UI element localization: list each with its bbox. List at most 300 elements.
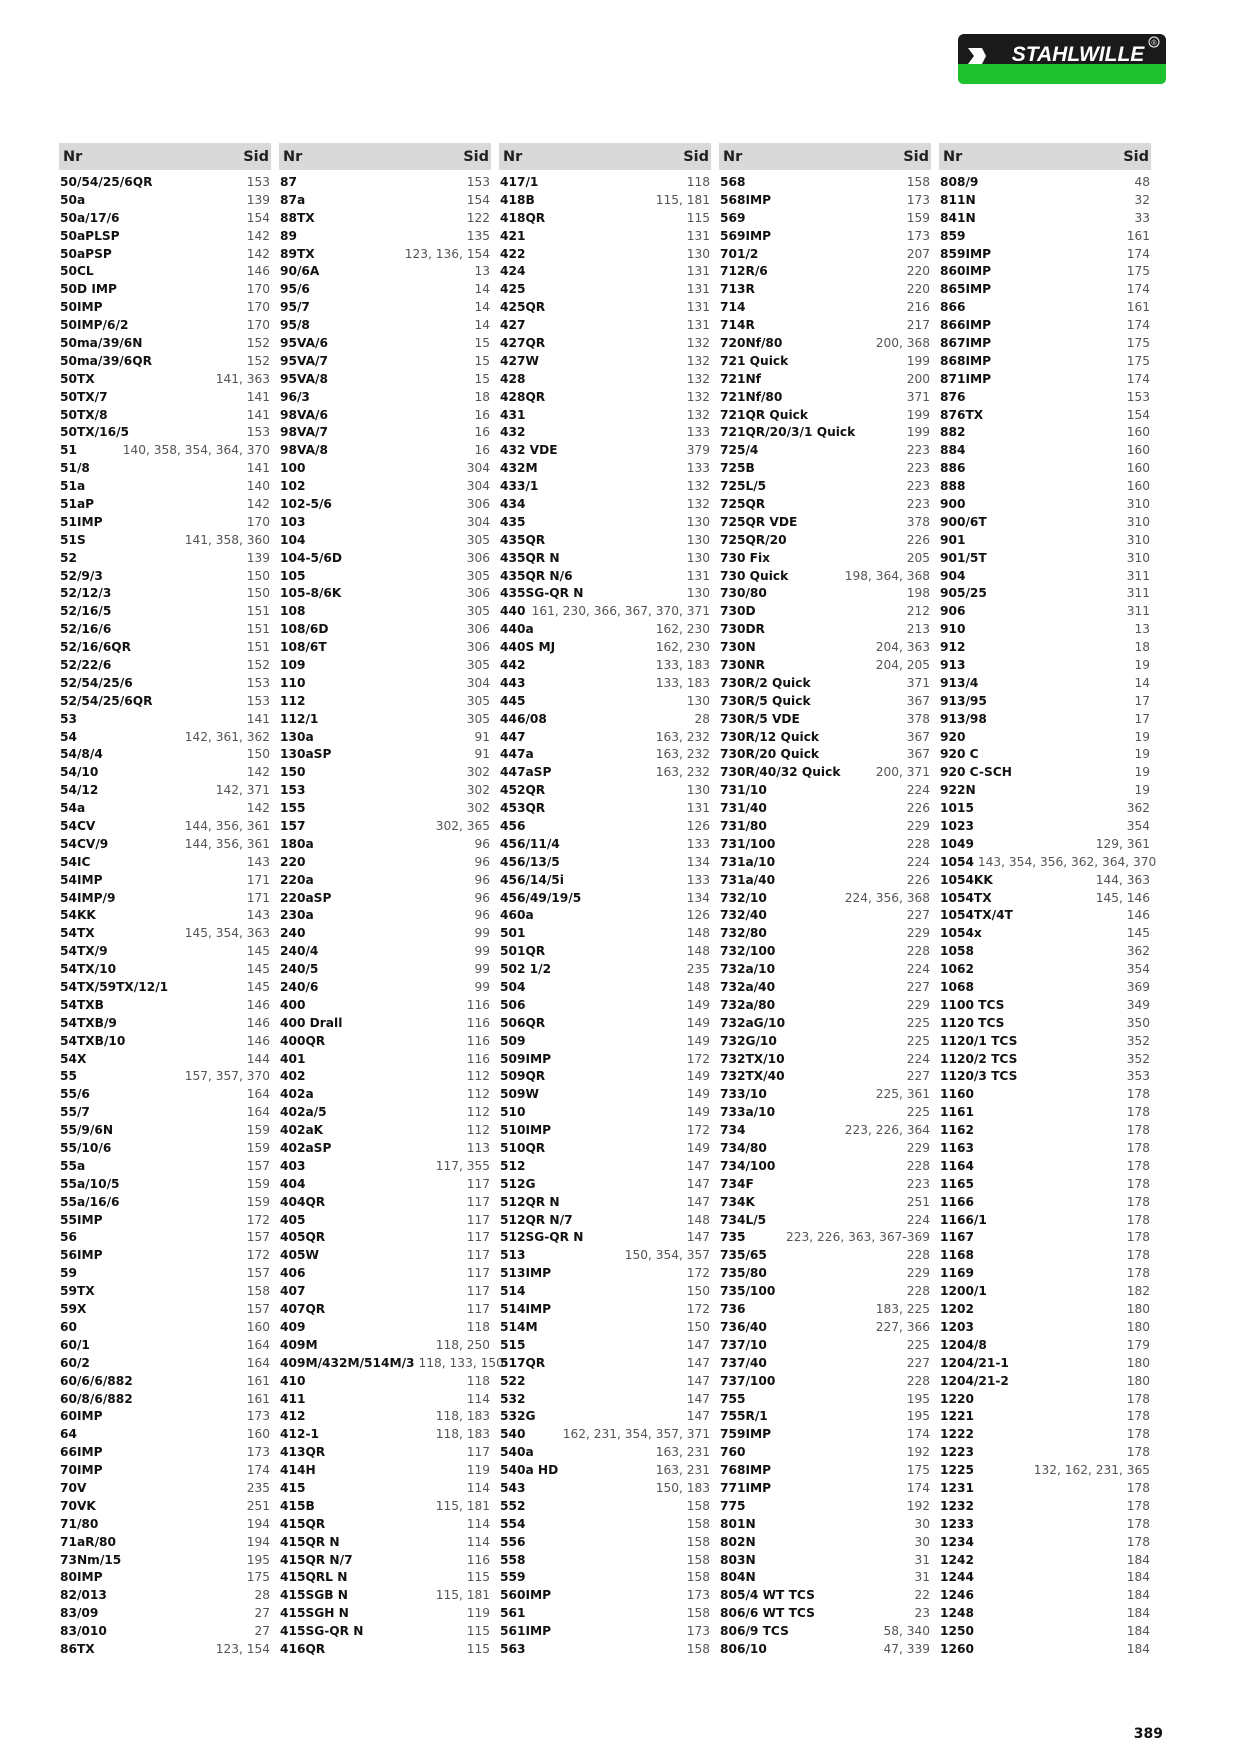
page-reference: 224, 356, 368 [844, 890, 930, 905]
item-number: 721Nf [720, 371, 761, 386]
page-reference: 133, 183 [655, 675, 710, 690]
page-reference: 200, 368 [875, 335, 930, 350]
page-reference: 226 [906, 532, 930, 547]
table-row [499, 1264, 711, 1282]
table-row [939, 459, 1151, 477]
table-row [939, 853, 1157, 871]
table-row [939, 889, 1151, 907]
table-row [499, 406, 711, 424]
item-number: 54CV/9 [60, 836, 109, 851]
page-reference: 153 [246, 174, 270, 189]
page-reference: 223 [906, 1176, 930, 1191]
table-row [499, 567, 711, 585]
item-number: 1161 [940, 1105, 974, 1120]
page-reference: 18 [1134, 640, 1150, 655]
table-row [59, 495, 271, 513]
item-number: 153 [280, 783, 306, 798]
table-row [59, 513, 271, 531]
page-reference: 160 [1126, 461, 1150, 476]
page-reference: 305 [466, 604, 490, 619]
page-reference: 134 [686, 890, 710, 905]
item-number: 1222 [940, 1427, 974, 1442]
page-reference: 96 [474, 872, 490, 887]
page-reference: 113 [466, 1141, 490, 1156]
item-number: 240/6 [280, 980, 319, 995]
page-reference: 224 [906, 854, 930, 869]
page-reference: 118, 183 [435, 1409, 490, 1424]
item-number: 734L/5 [720, 1212, 767, 1227]
header-sid: Sid [243, 148, 269, 165]
table-row [59, 763, 271, 781]
table-row [279, 1551, 491, 1569]
table-row [59, 1175, 271, 1193]
item-number: 532 [500, 1391, 526, 1406]
table-row [719, 1372, 931, 1390]
table-row [939, 1336, 1151, 1354]
item-number: 1100 TCS [940, 997, 1005, 1012]
page-reference: 148 [686, 1212, 710, 1227]
item-number: 510 [500, 1105, 526, 1120]
table-row [939, 1068, 1151, 1086]
item-number: 1015 [940, 801, 974, 816]
table-row [499, 209, 711, 227]
item-number: 414H [280, 1463, 316, 1478]
page-reference: 149 [686, 997, 710, 1012]
item-number: 1204/21-1 [940, 1355, 1009, 1370]
page-reference: 130 [686, 783, 710, 798]
table-row [719, 1032, 931, 1050]
table-row [59, 1300, 271, 1318]
page-reference: 228 [906, 1158, 930, 1173]
table-row [499, 1372, 711, 1390]
page-reference: 96 [474, 908, 490, 923]
table-row [719, 567, 931, 585]
item-number: 1068 [940, 980, 974, 995]
item-number: 900/6T [940, 514, 987, 529]
item-number: 88TX [280, 210, 315, 225]
page-reference: 118, 250 [435, 1337, 490, 1352]
item-number: 50aPLSP [60, 228, 120, 243]
item-number: 568 [720, 174, 746, 189]
item-number: 54/10 [60, 765, 99, 780]
item-number: 510QR [500, 1141, 546, 1156]
item-number: 424 [500, 264, 526, 279]
item-number: 409 [280, 1319, 306, 1334]
item-number: 737/100 [720, 1373, 776, 1388]
header-sid: Sid [683, 148, 709, 165]
table-row [939, 477, 1151, 495]
table-row [59, 1068, 271, 1086]
page-reference: 173 [686, 1624, 710, 1639]
item-number: 733/10 [720, 1087, 767, 1102]
table-row [719, 1282, 931, 1300]
table-row [939, 370, 1151, 388]
table-row [939, 262, 1151, 280]
table-row [939, 1390, 1151, 1408]
table-row [279, 1157, 491, 1175]
table-row [279, 960, 491, 978]
page-reference: 15 [474, 353, 490, 368]
page-reference: 306 [466, 496, 490, 511]
item-number: 90/6A [280, 264, 320, 279]
table-row [279, 334, 491, 352]
page-reference: 149 [686, 1087, 710, 1102]
item-number: 732a/40 [720, 980, 776, 995]
table-row [59, 799, 271, 817]
page-reference: 14 [474, 282, 490, 297]
table-row [59, 1586, 271, 1604]
page-reference: 148 [686, 926, 710, 941]
table-row [59, 370, 271, 388]
table-row [279, 781, 491, 799]
item-number: 1242 [940, 1552, 974, 1567]
item-number: 70VK [60, 1498, 96, 1513]
table-row [59, 549, 271, 567]
table-row [59, 441, 271, 459]
table-row [279, 1068, 491, 1086]
table-row [59, 1085, 271, 1103]
item-number: 1225 [940, 1463, 974, 1478]
table-row [59, 316, 271, 334]
table-row [279, 1515, 491, 1533]
table-row [719, 1640, 931, 1658]
item-number: 512SG-QR N [500, 1230, 584, 1245]
page-reference: 153 [246, 675, 270, 690]
table-row [939, 1586, 1151, 1604]
item-number: 731/10 [720, 783, 767, 798]
page-reference: 225 [906, 1337, 930, 1352]
item-number: 59 [60, 1266, 77, 1281]
page-reference: 306 [466, 640, 490, 655]
item-number: 105-8/6K [280, 586, 342, 601]
table-row [59, 245, 271, 263]
table-row [279, 1336, 491, 1354]
page-reference: 27 [254, 1606, 270, 1621]
table-row [939, 907, 1151, 925]
item-number: 83/09 [60, 1606, 99, 1621]
table-row [59, 1640, 271, 1658]
header-nr: Nr [723, 148, 743, 165]
item-number: 806/10 [720, 1641, 767, 1656]
table-row [499, 746, 711, 764]
page-reference: 147 [686, 1373, 710, 1388]
page-reference: 369 [1126, 980, 1150, 995]
table-row [719, 584, 931, 602]
item-number: 1260 [940, 1641, 974, 1656]
table-row [279, 1443, 491, 1461]
item-number: 1054x [940, 926, 982, 941]
item-number: 768IMP [720, 1463, 772, 1478]
table-row [59, 728, 271, 746]
table-row [499, 1390, 711, 1408]
page-reference: 225 [906, 1015, 930, 1030]
item-number: 1250 [940, 1624, 974, 1639]
item-number: 501 [500, 926, 526, 941]
item-number: 725B [720, 461, 755, 476]
item-number: 55/6 [60, 1087, 90, 1102]
page-reference: 172 [686, 1051, 710, 1066]
item-number: 415QR N/7 [280, 1552, 353, 1567]
item-number: 50/54/25/6QR [60, 174, 153, 189]
page-reference: 173 [906, 228, 930, 243]
table-row [939, 960, 1151, 978]
page-reference: 302 [466, 783, 490, 798]
table-row [719, 262, 931, 280]
item-number: 400 [280, 997, 306, 1012]
page-reference: 160 [1126, 479, 1150, 494]
table-row [279, 1103, 491, 1121]
page-reference: 99 [474, 980, 490, 995]
item-number: 96/3 [280, 389, 310, 404]
page-reference: 162, 230 [655, 640, 710, 655]
page-reference: 112 [466, 1087, 490, 1102]
page-reference: 150, 183 [655, 1480, 710, 1495]
item-number: 51/8 [60, 461, 90, 476]
page-reference: 350 [1126, 1015, 1150, 1030]
table-row [499, 763, 711, 781]
item-number: 50a [60, 192, 86, 207]
item-number: 71aR/80 [60, 1534, 116, 1549]
page-reference: 141 [246, 461, 270, 476]
page-reference: 180 [1126, 1373, 1150, 1388]
table-row [939, 1515, 1151, 1533]
item-number: 95/6 [280, 282, 310, 297]
table-row [279, 1407, 491, 1425]
item-number: 1162 [940, 1123, 974, 1138]
table-row [279, 978, 491, 996]
item-number: 52/16/6QR [60, 640, 132, 655]
item-number: 1054TX/4T [940, 908, 1013, 923]
table-row [719, 924, 931, 942]
page-reference: 115, 181 [435, 1498, 490, 1513]
item-number: 532G [500, 1409, 536, 1424]
table-row [279, 1050, 491, 1068]
table-row [719, 1014, 931, 1032]
item-number: 447aSP [500, 765, 552, 780]
item-number: 105 [280, 568, 306, 583]
page-reference: 159 [246, 1194, 270, 1209]
page-reference: 145 [246, 944, 270, 959]
table-row [499, 370, 711, 388]
table-row [719, 227, 931, 245]
table-row [279, 620, 491, 638]
item-number: 60/1 [60, 1337, 90, 1352]
table-row [59, 996, 271, 1014]
item-number: 868IMP [940, 353, 992, 368]
item-number: 509QR [500, 1069, 546, 1084]
page-reference: 133, 183 [655, 657, 710, 672]
item-number: 725QR [720, 496, 766, 511]
page-reference: 114 [466, 1391, 490, 1406]
page-reference: 141 [246, 389, 270, 404]
item-number: 906 [940, 604, 966, 619]
table-row [279, 370, 491, 388]
item-number: 456/11/4 [500, 836, 560, 851]
table-row [59, 1139, 271, 1157]
table-row [59, 978, 271, 996]
page-reference: 28 [254, 1588, 270, 1603]
item-number: 52 [60, 550, 77, 565]
item-number: 725L/5 [720, 479, 767, 494]
table-row [719, 1443, 931, 1461]
page-reference: 204, 205 [875, 657, 930, 672]
item-number: 732/100 [720, 944, 776, 959]
page-reference: 112 [466, 1105, 490, 1120]
item-number: 60/6/6/882 [60, 1373, 133, 1388]
table-row [499, 1354, 711, 1372]
table-row [59, 638, 271, 656]
page-reference: 158 [686, 1641, 710, 1656]
page-reference: 142 [246, 496, 270, 511]
table-row [939, 334, 1151, 352]
item-number: 866 [940, 300, 966, 315]
item-number: 554 [500, 1516, 526, 1531]
table-row [939, 602, 1151, 620]
page-reference: 371 [906, 675, 930, 690]
page-reference: 150 [246, 747, 270, 762]
table-row [279, 1032, 491, 1050]
item-number: 734K [720, 1194, 755, 1209]
item-number: 910 [940, 622, 966, 637]
item-number: 108/6D [280, 622, 329, 637]
item-number: 1169 [940, 1266, 974, 1281]
item-number: 54TX [60, 926, 95, 941]
table-row [719, 1229, 931, 1247]
item-number: 501QR [500, 944, 546, 959]
page-reference: 158 [686, 1534, 710, 1549]
page-reference: 349 [1126, 997, 1150, 1012]
item-number: 415SG-QR N [280, 1624, 364, 1639]
item-number: 412-1 [280, 1427, 319, 1442]
item-number: 913/95 [940, 693, 987, 708]
item-number: 89 [280, 228, 297, 243]
table-row [499, 1318, 711, 1336]
page-reference: 170 [246, 514, 270, 529]
column-header [59, 143, 271, 170]
table-row [939, 209, 1151, 227]
page-reference: 146 [246, 1015, 270, 1030]
item-number: 730R/5 VDE [720, 711, 800, 726]
page-reference: 131 [686, 318, 710, 333]
page-reference: 150 [686, 1284, 710, 1299]
item-number: 725/4 [720, 443, 759, 458]
table-row [939, 1157, 1151, 1175]
table-row [939, 245, 1151, 263]
page-reference: 22 [914, 1588, 930, 1603]
item-number: 54X [60, 1051, 87, 1066]
item-number: 732/40 [720, 908, 767, 923]
page-reference: 229 [906, 926, 930, 941]
item-number: 1062 [940, 962, 974, 977]
table-row [939, 1461, 1151, 1479]
table-row [59, 477, 271, 495]
item-number: 445 [500, 693, 526, 708]
item-number: 1204/8 [940, 1337, 987, 1352]
item-number: 1120/2 TCS [940, 1051, 1018, 1066]
item-number: 920 [940, 729, 966, 744]
item-number: 1203 [940, 1319, 974, 1334]
item-number: 771IMP [720, 1480, 772, 1495]
page-reference: 99 [474, 944, 490, 959]
page-reference: 131 [686, 568, 710, 583]
page-reference: 149 [686, 1033, 710, 1048]
table-row [499, 602, 711, 620]
page-reference: 147 [686, 1230, 710, 1245]
table-row [59, 1461, 271, 1479]
item-number: 876 [940, 389, 966, 404]
page-reference: 225, 361 [875, 1087, 930, 1102]
table-row [719, 1193, 931, 1211]
item-number: 506QR [500, 1015, 546, 1030]
item-number: 456 [500, 819, 526, 833]
page-reference: 31 [914, 1570, 930, 1585]
table-row [719, 889, 931, 907]
page-reference: 142 [246, 765, 270, 780]
table-row [719, 388, 931, 406]
page-reference: 354 [1126, 962, 1150, 977]
item-number: 514IMP [500, 1302, 552, 1317]
item-number: 418B [500, 192, 535, 207]
page-reference: 133 [686, 872, 710, 887]
table-row [59, 1121, 271, 1139]
table-row [499, 710, 711, 728]
table-row [499, 1014, 711, 1032]
item-number: 435QR N [500, 550, 560, 565]
page-reference: 205 [906, 550, 930, 565]
table-row [939, 1139, 1151, 1157]
table-row [279, 692, 491, 710]
table-row [279, 817, 491, 835]
item-number: 905/25 [940, 586, 987, 601]
page-reference: 147 [686, 1158, 710, 1173]
page-reference: 173 [246, 1445, 270, 1460]
page-reference: 28 [694, 711, 710, 726]
item-number: 732/10 [720, 890, 767, 905]
table-row [719, 1336, 931, 1354]
page-reference: 131 [686, 282, 710, 297]
table-row [499, 1050, 711, 1068]
item-number: 1244 [940, 1570, 974, 1585]
item-number: 540 [500, 1427, 526, 1442]
table-row [939, 1407, 1151, 1425]
page-reference: 178 [1126, 1266, 1150, 1281]
item-number: 50ma/39/6N [60, 335, 143, 350]
page-reference: 170 [246, 318, 270, 333]
page-reference: 133 [686, 461, 710, 476]
table-row [719, 495, 931, 513]
item-number: 112/1 [280, 711, 319, 726]
page-reference: 378 [906, 711, 930, 726]
table-row [499, 1533, 711, 1551]
table-row [279, 1354, 504, 1372]
table-row [939, 352, 1151, 370]
header-nr: Nr [63, 148, 83, 165]
table-row [59, 656, 271, 674]
table-row [719, 763, 931, 781]
table-row [279, 388, 491, 406]
item-number: 446/08 [500, 711, 547, 726]
table-row [939, 1229, 1151, 1247]
item-number: 1248 [940, 1606, 974, 1621]
table-row [499, 495, 711, 513]
page-reference: 178 [1126, 1176, 1150, 1191]
table-row [939, 1354, 1151, 1372]
page-reference: 304 [466, 675, 490, 690]
item-number: 435 [500, 514, 526, 529]
item-number: 54 [60, 729, 77, 744]
table-row [499, 1246, 711, 1264]
table-row [59, 191, 271, 209]
